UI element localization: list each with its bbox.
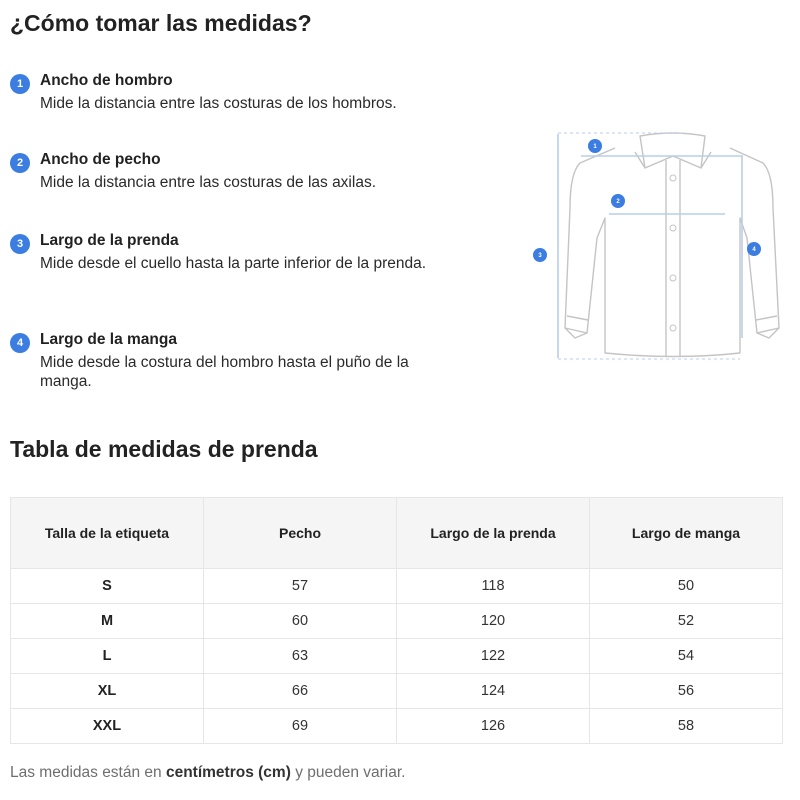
shirt-collar — [640, 133, 705, 168]
page-title: ¿Cómo tomar las medidas? — [10, 10, 312, 36]
shirt-measurement-diagram — [525, 128, 785, 368]
chest-cell: 69 — [204, 709, 397, 744]
table-row — [11, 709, 783, 744]
footnote-prefix: Las medidas están en — [10, 764, 162, 781]
step-number-badge: 4 — [10, 333, 30, 353]
chest-cell: 60 — [204, 604, 397, 639]
shirt-button — [670, 275, 676, 281]
step-title: Ancho de hombro — [40, 72, 173, 89]
sleeve-cell: 56 — [590, 674, 783, 709]
step-title: Largo de la manga — [40, 331, 177, 348]
table-header-row — [11, 498, 783, 569]
footnote-suffix: y pueden variar. — [295, 764, 406, 781]
length-cell: 124 — [397, 674, 590, 709]
size-cell: XXL — [11, 709, 204, 744]
step-description: Mide desde el cuello hasta la parte inferior de la prenda. — [40, 255, 427, 272]
column-header-size: Talla de la etiqueta — [11, 498, 204, 569]
sleeve-cell: 58 — [590, 709, 783, 744]
table-row — [11, 569, 783, 604]
right-cuff — [756, 316, 779, 333]
chest-cell: 63 — [204, 639, 397, 674]
left-cuff — [565, 316, 588, 333]
step-number-badge: 2 — [10, 153, 30, 173]
size-cell: XL — [11, 674, 204, 709]
step-description: Mide la distancia entre las costuras de los hombros. — [40, 95, 397, 112]
chest-cell: 57 — [204, 569, 397, 604]
step-title: Largo de la prenda — [40, 232, 179, 249]
chest-cell: 66 — [204, 674, 397, 709]
table-row — [11, 674, 783, 709]
step-number-badge: 1 — [10, 74, 30, 94]
step-number-badge: 3 — [10, 234, 30, 254]
marker-4-label: 4 — [752, 247, 756, 254]
table-row — [11, 604, 783, 639]
length-cell: 126 — [397, 709, 590, 744]
units-footnote — [10, 764, 405, 782]
size-chart-table — [10, 497, 783, 744]
marker-1-label: 1 — [593, 144, 597, 151]
sleeve-cell: 50 — [590, 569, 783, 604]
marker-3-label: 3 — [538, 253, 542, 260]
length-cell: 120 — [397, 604, 590, 639]
step-description: Mide la distancia entre las costuras de las axilas. — [40, 174, 376, 191]
column-header-sleeve: Largo de manga — [590, 498, 783, 569]
size-cell: L — [11, 639, 204, 674]
length-cell: 118 — [397, 569, 590, 604]
size-cell: M — [11, 604, 204, 639]
size-cell: S — [11, 569, 204, 604]
column-header-chest: Pecho — [204, 498, 397, 569]
table-title: Tabla de medidas de prenda — [10, 436, 318, 462]
shirt-button — [670, 325, 676, 331]
table-row — [11, 639, 783, 674]
sleeve-cell: 52 — [590, 604, 783, 639]
step-title: Ancho de pecho — [40, 151, 161, 168]
shirt-button — [670, 175, 676, 181]
marker-2-label: 2 — [616, 199, 620, 206]
footnote-units: centímetros (cm) — [165, 764, 291, 781]
shirt-button — [670, 225, 676, 231]
length-cell: 122 — [397, 639, 590, 674]
step-description: Mide desde la costura del hombro hasta el puño de la manga. — [40, 354, 409, 390]
sleeve-cell: 54 — [590, 639, 783, 674]
column-header-length: Largo de la prenda — [397, 498, 590, 569]
